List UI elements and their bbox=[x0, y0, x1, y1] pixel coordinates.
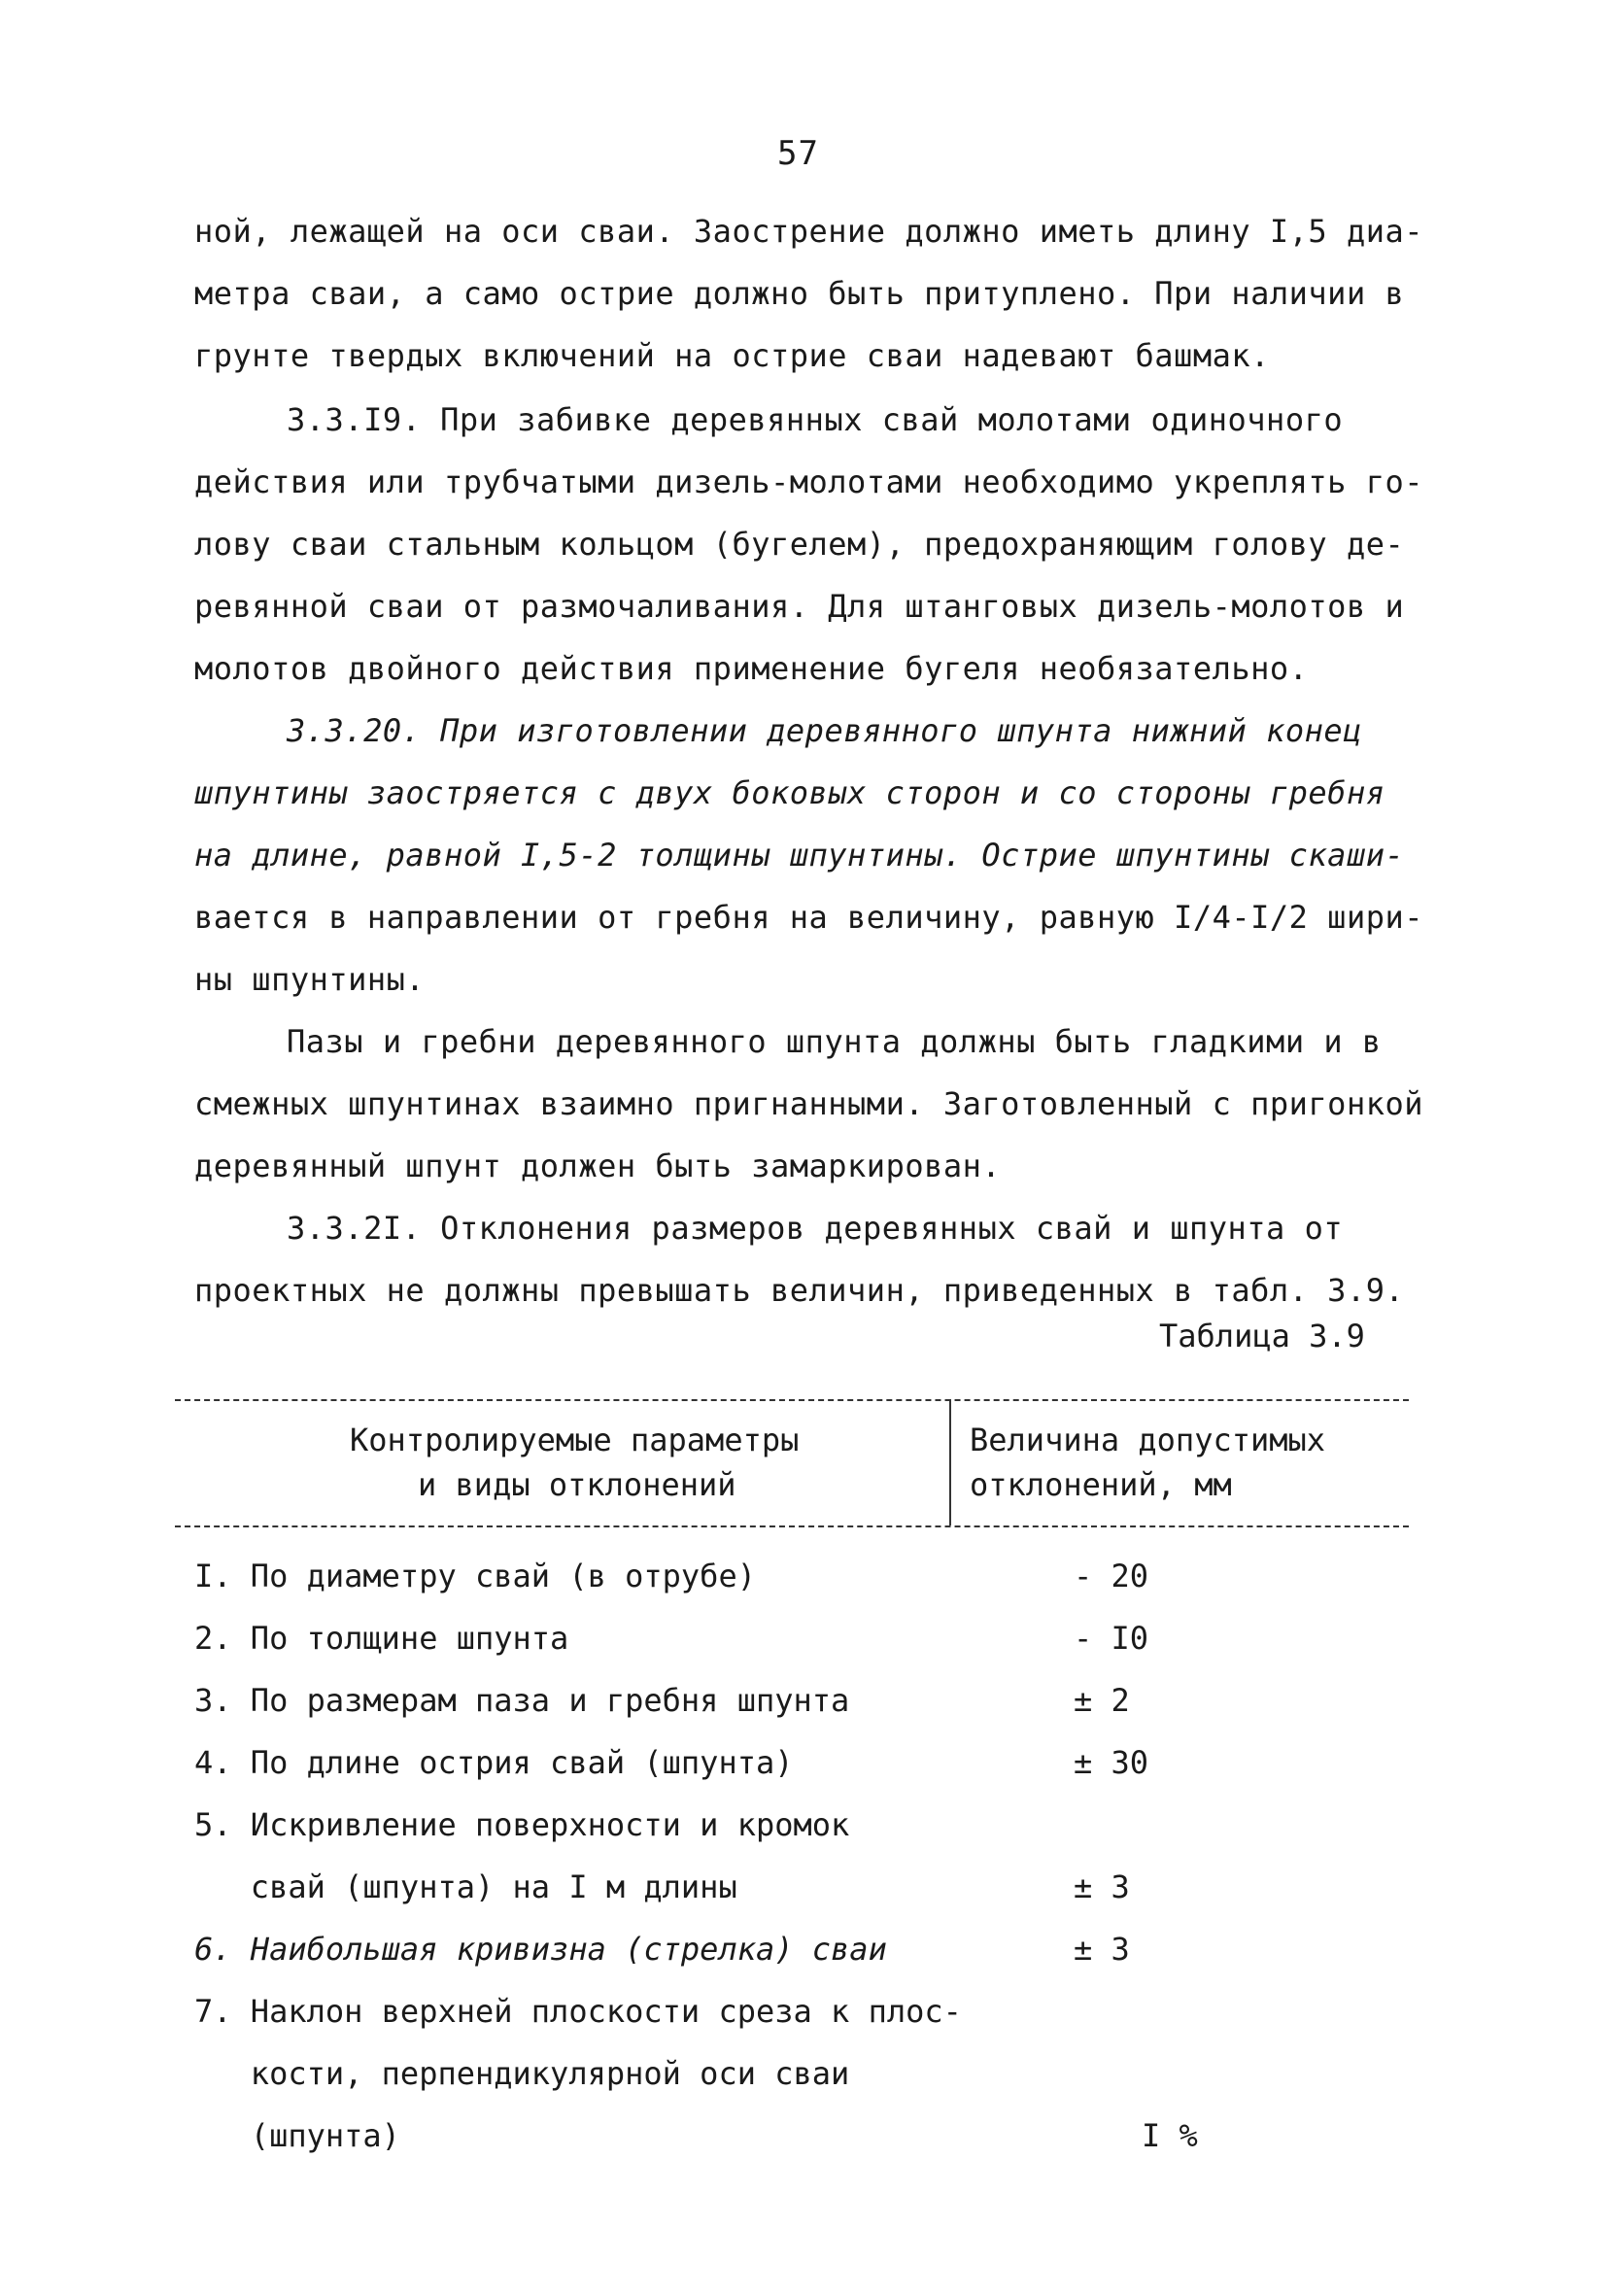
paragraph-line: действия или трубчатыми дизель-молотами необходимо укреплять го- bbox=[194, 463, 1423, 500]
paragraph-line: ной, лежащей на оси сваи. Заострение должно иметь длину I,5 диа- bbox=[194, 213, 1423, 250]
table-row-text: (шпунта) bbox=[194, 2117, 400, 2154]
table-row-value: ± 2 bbox=[1074, 1682, 1130, 1719]
table-top-rule bbox=[175, 1399, 1409, 1401]
paragraph-line: 3.3.I9. При забивке деревянных свай молотами одиночного bbox=[287, 401, 1344, 438]
table-row-text: 3. По размерам паза и гребня шпунта bbox=[194, 1682, 850, 1719]
table-row-text: 2. По толщине шпунта bbox=[194, 1620, 569, 1657]
table-row-text: кости, перпендикулярной оси сваи bbox=[194, 2055, 850, 2092]
paragraph-line: смежных шпунтинах взаимно пригнанными. Заготовленный с пригонкой bbox=[194, 1085, 1423, 1122]
paragraph-line: шпунтины заостряется с двух боковых сторон и со стороны гребня bbox=[194, 774, 1385, 811]
table-row-text: 6. Наибольшая кривизна (стрелка) сваи bbox=[194, 1931, 887, 1968]
table-header-right: Величина допустимых bbox=[970, 1422, 1326, 1458]
table-header-rule bbox=[175, 1525, 1409, 1527]
table-row-text: 4. По длине острия свай (шпунта) bbox=[194, 1744, 794, 1781]
paragraph-line: 3.3.20. При изготовлении деревянного шпунта нижний конец bbox=[287, 712, 1362, 749]
paragraph-line: ны шпунтины. bbox=[194, 961, 426, 998]
paragraph-line: проектных не должны превышать величин, приведенных в табл. 3.9. bbox=[194, 1272, 1405, 1309]
table-row-text: 7. Наклон верхней плоскости среза к плос- bbox=[194, 1993, 962, 2030]
paragraph-line: метра сваи, а само острие должно быть притуплено. При наличии в bbox=[194, 275, 1405, 312]
table-row-value: ± 30 bbox=[1074, 1744, 1149, 1781]
table-row-value: ± 3 bbox=[1074, 1931, 1130, 1968]
paragraph-line: 3.3.2I. Отклонения размеров деревянных свай и шпунта от bbox=[287, 1210, 1344, 1247]
table-row-value: I % bbox=[1142, 2117, 1198, 2154]
paragraph-line: вается в направлении от гребня на величину, равную I/4-I/2 шири- bbox=[194, 899, 1423, 936]
table-row-text: свай (шпунта) на I м длины bbox=[194, 1868, 737, 1905]
paragraph-line: на длине, равной I,5-2 толщины шпунтины. Острие шпунтины скаши- bbox=[194, 837, 1405, 874]
table-header-left: и виды отклонений bbox=[418, 1466, 736, 1503]
page-number: 57 bbox=[777, 134, 819, 173]
table-row-text: 5. Искривление поверхности и кромок bbox=[194, 1806, 850, 1843]
paragraph-line: деревянный шпунт должен быть замаркирован. bbox=[194, 1148, 1002, 1184]
table-row-value: - 20 bbox=[1074, 1558, 1149, 1594]
paragraph-line: Пазы и гребни деревянного шпунта должны быть гладкими и в bbox=[287, 1023, 1382, 1060]
table-row-value: - I0 bbox=[1074, 1620, 1149, 1657]
paragraph-line: лову сваи стальным кольцом (бугелем), предохраняющим голову де- bbox=[194, 526, 1405, 563]
paragraph-line: молотов двойного действия применение бугеля необязательно. bbox=[194, 650, 1309, 687]
table-header-left: Контролируемые параметры bbox=[350, 1422, 800, 1458]
table-header-right: отклонений, мм bbox=[970, 1466, 1232, 1503]
table-column-divider bbox=[949, 1399, 951, 1525]
paragraph-line: ревянной сваи от размочаливания. Для штанговых дизель-молотов и bbox=[194, 588, 1405, 625]
table-row-text: I. По диаметру свай (в отрубе) bbox=[194, 1558, 756, 1594]
table-caption: Таблица 3.9 bbox=[1159, 1318, 1365, 1354]
paragraph-line: грунте твердых включений на острие сваи надевают башмак. bbox=[194, 337, 1270, 374]
table-row-value: ± 3 bbox=[1074, 1868, 1130, 1905]
